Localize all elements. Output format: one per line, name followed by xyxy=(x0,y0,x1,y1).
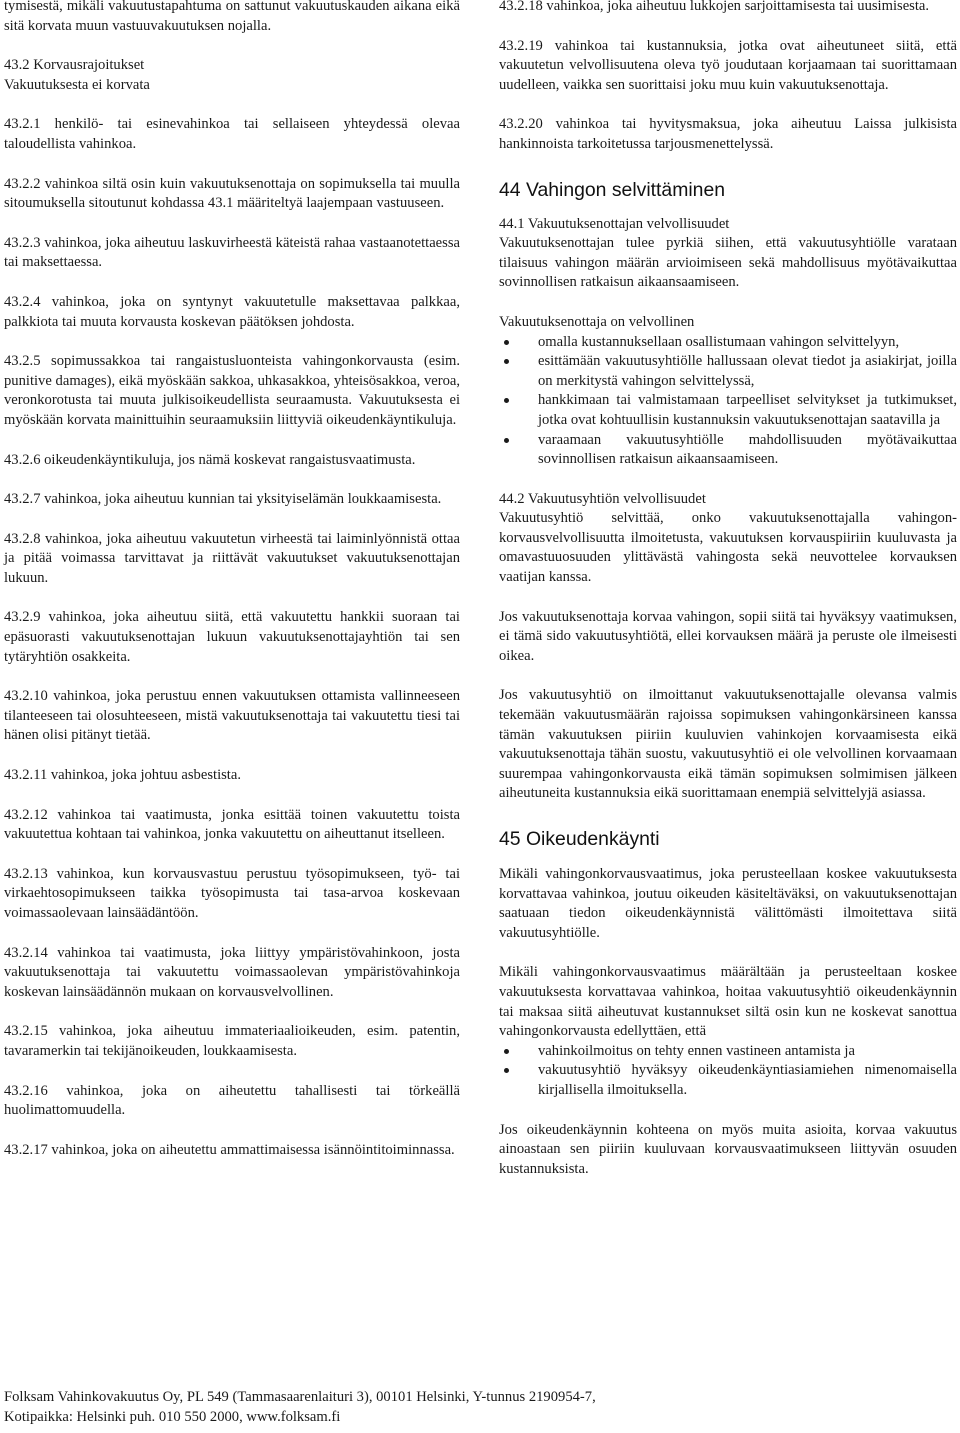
clause-43-2-19: 43.2.19 vahinkoa tai kustannuksia, jotka ovat aiheutuneet siitä, että vakuutetun velvollisuutena oleva työ joudutaan korjaamaan tai suorittamaan uudelleen, vaikka sen suorittaisi joku muu kuin vakuutuksenottaja. xyxy=(499,37,957,93)
list-item-text: varaamaan vakuutusyhtiölle mahdollisuuden myötävaikuttaa sovinnollisen ratkaisun aikaansaamiseen. xyxy=(538,431,957,468)
clause-43-2-7: 43.2.7 vahinkoa, joka aiheutuu kunnian tai yksityiselämän loukkaamisesta. xyxy=(4,491,442,508)
section-44-1-text: Vakuutuksenottajan tulee pyrkiä siihen, että vakuutusyhtiölle varataan tilaisuus vahingon määrän arvioimiseen sekä mahdollisuus myötävaikuttaa sovinnollisen ratkaisun aikaansaamiseen. xyxy=(499,235,957,291)
section-44-2-paragraph-2: Jos vakuutuksenottaja korvaa vahingon, sopii siitä tai hyväksyy vaatimuksen, ei tämä sido vakuutusyhtiötä, ellei korvauksen määrä ja peruste ole ilmeisesti oikea. xyxy=(499,608,957,664)
clause-43-2-8: 43.2.8 vahinkoa, joka aiheutuu vakuutetun virheestä tai laiminlyönnistä ottaa ja pitää voimassa tarvittavat ja riittävät vakuutukset vakuutuksenottajan lukuun. xyxy=(4,530,460,586)
clause-43-2-17: 43.2.17 vahinkoa, joka on aiheutettu ammattimaisessa isännöintitoiminnassa. xyxy=(4,1141,455,1158)
clause-43-2-20: 43.2.20 vahinkoa tai hyvitysmaksua, joka aiheutuu Laissa julkisista hankinnoista tarkoitetussa tarjousmenettelyssä. xyxy=(499,116,957,152)
bullet-icon xyxy=(504,1068,509,1073)
footer-line-1: Folksam Vahinkovakuutus Oy, PL 549 (Tammasaarenlaituri 3), 00101 Helsinki, Y-tunnus 2190954-7, xyxy=(4,1389,596,1405)
list-item-text: omalla kustannuksellaan osallistumaan vahingon selvittelyyn, xyxy=(538,333,900,350)
section-45-list xyxy=(499,1042,957,1101)
left-column xyxy=(4,0,460,1160)
bullet-icon xyxy=(504,1049,509,1054)
clause-43-2-5: 43.2.5 sopimussakkoa tai rangaistusluonteista vahingonkorvausta (esim. punitive damages), eikä myöskään sakkoa, uhkasakkoa, yhteisösakkoa, veroa, veronkorotusta tai muuta julkisoikeudellista seuraamusta. Vakuutuksesta ei myöskään korvata mainittuihin seuraamuksiin liittyviä oikeudenkäyntikuluja. xyxy=(4,353,460,428)
section-44-2-title: 44.2 Vakuutusyhtiön velvollisuudet xyxy=(499,490,706,507)
section-43-2-title: 43.2 Korvausrajoitukset xyxy=(4,57,145,74)
list-item-text: vakuutusyhtiö hyväksyy oikeudenkäyntiasiamiehen nimenomaisella kirjallisella ilmoituksella. xyxy=(538,1062,957,1098)
clause-43-2-13: 43.2.13 vahinkoa, kun korvausvastuu perustuu työsopimukseen, työ- tai virkaehtosopimukseen taikka työsopimusta tai tasa-arvoa koskevaan voimassaolevaan lainsäädäntöön. xyxy=(4,865,460,921)
clause-43-2-14: 43.2.14 vahinkoa tai vaatimusta, joka liittyy ympäristövahinkoon, josta vakuutuksenottaja tai vakuutettu voimassaolevan ympäristövahinkoja koskevan lainsäädännön mukaan on korvausvelvollinen. xyxy=(4,944,460,1000)
list-item-text: esittämään vakuutusyhtiölle hallussaan olevat tiedot ja asiakirjat, joilla on merkitystä vahingon selvittelyssä, xyxy=(538,353,957,389)
section-43-2-subtitle: Vakuutuksesta ei korvata xyxy=(4,76,150,93)
bullet-icon xyxy=(504,359,509,364)
clause-43-2-16: 43.2.16 vahinkoa, joka on aiheutettu tahallisesti tai törkeällä huolimattomuudella. xyxy=(4,1082,460,1119)
section-44-2-paragraph-3: Jos vakuutusyhtiö on ilmoittanut vakuutuksenottajalle olevansa valmis tekemään vakuutusmäärän rajoissa sopimuksen vahingonkärsineen kanssa tämän vakuutuksen piiriin kuuluvien vahinkojen korvaamisesta eikä vakuutuksenottaja tähän suostu, vakuutusyhtiö ei ole velvollinen korvaamaan suurempaa vahingonkorvausta eikä tämän sopimuksen solmimisen jälkeen aiheutuneita kustannuksia eikä suorittamaan enempiä selvittelyjä asiassa. xyxy=(499,687,957,802)
section-44-2-text: Vakuutusyhtiö selvittää, onko vakuutuksenottajalla vahingonkorvausvelvollisuutta ilmoitetusta, vakuutuksen korvauspiiriin kuuluvasta ja omavastuuosuuden ylittävästä vahingosta sekä neuvottelee korvauksen vaatijan kanssa. xyxy=(499,510,957,586)
clause-43-2-18: 43.2.18 vahinkoa, joka aiheutuu lukkojen sarjoittamisesta tai uusimisesta. xyxy=(499,0,930,14)
clause-43-2-2: 43.2.2 vahinkoa siltä osin kuin vakuutuksenottaja on sopimuksella tai muulla sitoumuksella sitoutunut kohdassa 43.1 määriteltyä laajempaan vastuuseen. xyxy=(4,175,460,212)
list-item-text: hankkimaan tai valmistamaan tarpeelliset selvitykset ja tutkimukset, jotka ovat kohtuullisin kustannuksin vakuutuksenottajan saatavilla ja xyxy=(538,392,957,428)
clause-43-2-10: 43.2.10 vahinkoa, joka perustuu ennen vakuutuksen ottamista vallinneeseen tilanteeseen tai olosuhteeseen, mistä vakuutuksenottaja tai vakuutettu tiesi tai hänen olisi pitänyt tietää. xyxy=(4,688,460,744)
section-44-1-title: 44.1 Vakuutuksenottajan velvollisuudet xyxy=(499,215,730,232)
list-item xyxy=(499,333,957,353)
section-44-1-list xyxy=(499,333,957,470)
section-45-paragraph-1: Mikäli vahingonkorvausvaatimus, joka perusteellaan koskee vakuutuksesta korvattavaa vahinkoa, joutuu oikeuden käsiteltäväksi, on vakuutuksenottajan saatuaan tiedon oikeudenkäynnistä välittömästi ilmoitettava siitä vakuutusyhtiölle. xyxy=(499,866,957,941)
list-item-text: vahinkoilmoitus on tehty ennen vastineen antamista ja xyxy=(538,1042,855,1059)
clause-43-2-6: 43.2.6 oikeudenkäyntikuluja, jos nämä koskevat rangaistusvaatimusta. xyxy=(4,451,416,468)
list-item xyxy=(499,352,957,391)
heading-44: 44 Vahingon selvittäminen xyxy=(499,178,726,201)
list-item xyxy=(499,391,957,430)
clause-43-2-1: 43.2.1 henkilö- tai esinevahinkoa tai sellaiseen yhteydessä olevaa taloudellista vahinkoa. xyxy=(4,116,460,152)
page-footer xyxy=(4,1387,904,1427)
clause-43-2-15: 43.2.15 vahinkoa, joka aiheutuu immateriaalioikeuden, esim. patentin, tavaramerkin tai tekijänoikeuden, loukkaamisesta. xyxy=(4,1023,460,1059)
clause-43-2-4: 43.2.4 vahinkoa, joka on syntynyt vakuutetulle maksettavaa palkkaa, palkkiota tai muuta korvausta koskevan päätöksen johdosta. xyxy=(4,293,460,330)
footer-line-2: Kotipaikka: Helsinki puh. 010 550 2000, www.folksam.fi xyxy=(4,1409,341,1425)
list-item xyxy=(499,1061,957,1100)
list-item xyxy=(499,1042,957,1062)
list-item xyxy=(499,431,957,470)
section-45-paragraph-3: Jos oikeudenkäynnin kohteena on myös muita asioita, korvaa vakuutus ainoastaan sen piiriin kuuluvaan korvausvaatimukseen liittyvän osuuden kustannuksista. xyxy=(499,1121,957,1177)
section-44-1-lead: Vakuutuksenottaja on velvollinen xyxy=(499,313,695,330)
section-45-paragraph-2: Mikäli vahingonkorvausvaatimus määrältään ja perusteeltaan koskee vakuutuksesta korvattavaa vahinkoa, hoitaa vakuutusyhtiö oikeudenkäynnin tai maksaa siitä aiheutuvat kustannukset siltä osin kun ne koskevat sanottua vahingonkorvausta edellyttäen, että xyxy=(499,964,957,1040)
clause-43-2-12: 43.2.12 vahinkoa tai vaatimusta, jonka esittää toinen vakuutettu toista vakuutettua kohtaan tai vahinkoa, jonka vakuutettu on aiheuttanut itselleen. xyxy=(4,806,460,843)
right-column xyxy=(499,0,957,1179)
clause-43-2-9: 43.2.9 vahinkoa, joka aiheutuu siitä, että vakuutettu hankkii suoraan tai epäsuorasti vakuutuksenottajan lukuun vakuutuksenottajayhtiön tai sen tytäryhtiön osakkeita. xyxy=(4,609,460,665)
bullet-icon xyxy=(504,340,509,345)
intro-paragraph: tymisestä, mikäli vakuutustapahtuma on sattunut vakuutuskauden aikana eikä sitä korvata muun vastuuvakuutuksen nojalla. xyxy=(4,0,460,34)
bullet-icon xyxy=(504,438,509,443)
clause-43-2-3: 43.2.3 vahinkoa, joka aiheutuu laskuvirheestä käteistä rahaa vastaanotettaessa tai maksettaessa. xyxy=(4,234,460,271)
bullet-icon xyxy=(504,398,509,403)
clause-43-2-11: 43.2.11 vahinkoa, joka johtuu asbestista. xyxy=(4,767,241,784)
heading-45: 45 Oikeudenkäynti xyxy=(499,828,660,850)
